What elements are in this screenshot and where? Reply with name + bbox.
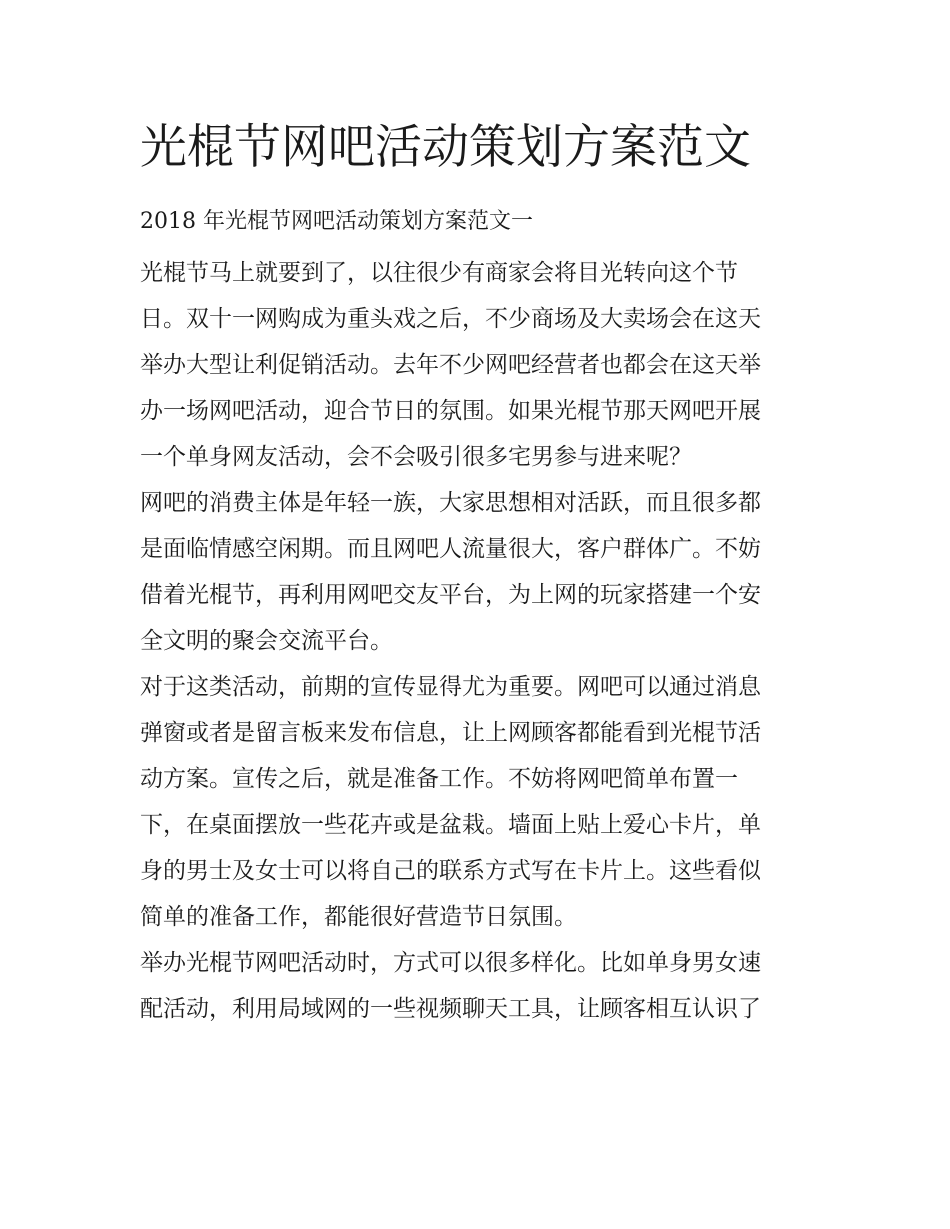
paragraph-line: 办一场网吧活动，迎合节日的氛围。如果光棍节那天网吧开展 (140, 398, 761, 424)
paragraph-line: 全文明的聚会交流平台。 (140, 628, 393, 654)
paragraph-line: 举办光棍节网吧活动时，方式可以很多样化。比如单身男女速 (140, 950, 761, 976)
paragraph (140, 256, 812, 486)
paragraph-line: 对于这类活动，前期的宣传显得尤为重要。网吧可以通过消息 (140, 674, 761, 700)
paragraph-line: 网吧的消费主体是年轻一族，大家思想相对活跃，而且很多都 (140, 490, 761, 516)
paragraph-line: 身的男士及女士可以将自己的联系方式写在卡片上。这些看似 (140, 858, 761, 884)
paragraph-line: 一个单身网友活动，会不会吸引很多宅男参与进来呢？ (140, 444, 692, 470)
paragraph-line: 光棍节马上就要到了，以往很少有商家会将目光转向这个节 (140, 260, 738, 286)
paragraph-line: 配活动，利用局域网的一些视频聊天工具，让顾客相互认识了 (140, 996, 761, 1022)
paragraph-line: 举办大型让利促销活动。去年不少网吧经营者也都会在这天举 (140, 352, 761, 378)
document-title: 光棍节网吧活动策划方案范文 (140, 120, 751, 175)
paragraph (140, 946, 812, 1038)
paragraph-line: 下，在桌面摆放一些花卉或是盆栽。墙面上贴上爱心卡片，单 (140, 812, 761, 838)
paragraph-line: 简单的准备工作，都能很好营造节日氛围。 (140, 904, 577, 930)
paragraph-line: 借着光棍节，再利用网吧交友平台，为上网的玩家搭建一个安 (140, 582, 761, 608)
paragraph (140, 670, 812, 946)
paragraph-line: 日。双十一网购成为重头戏之后，不少商场及大卖场会在这天 (140, 306, 761, 332)
document-body (140, 256, 812, 1038)
paragraph-line: 动方案。宣传之后，就是准备工作。不妨将网吧简单布置一 (140, 766, 738, 792)
document-subtitle: 2018 年光棍节网吧活动策划方案范文一 (140, 209, 533, 234)
paragraph-line: 是面临情感空闲期。而且网吧人流量很大，客户群体广。不妨 (140, 536, 761, 562)
paragraph-line: 弹窗或者是留言板来发布信息，让上网顾客都能看到光棍节活 (140, 720, 761, 746)
paragraph (140, 486, 812, 670)
